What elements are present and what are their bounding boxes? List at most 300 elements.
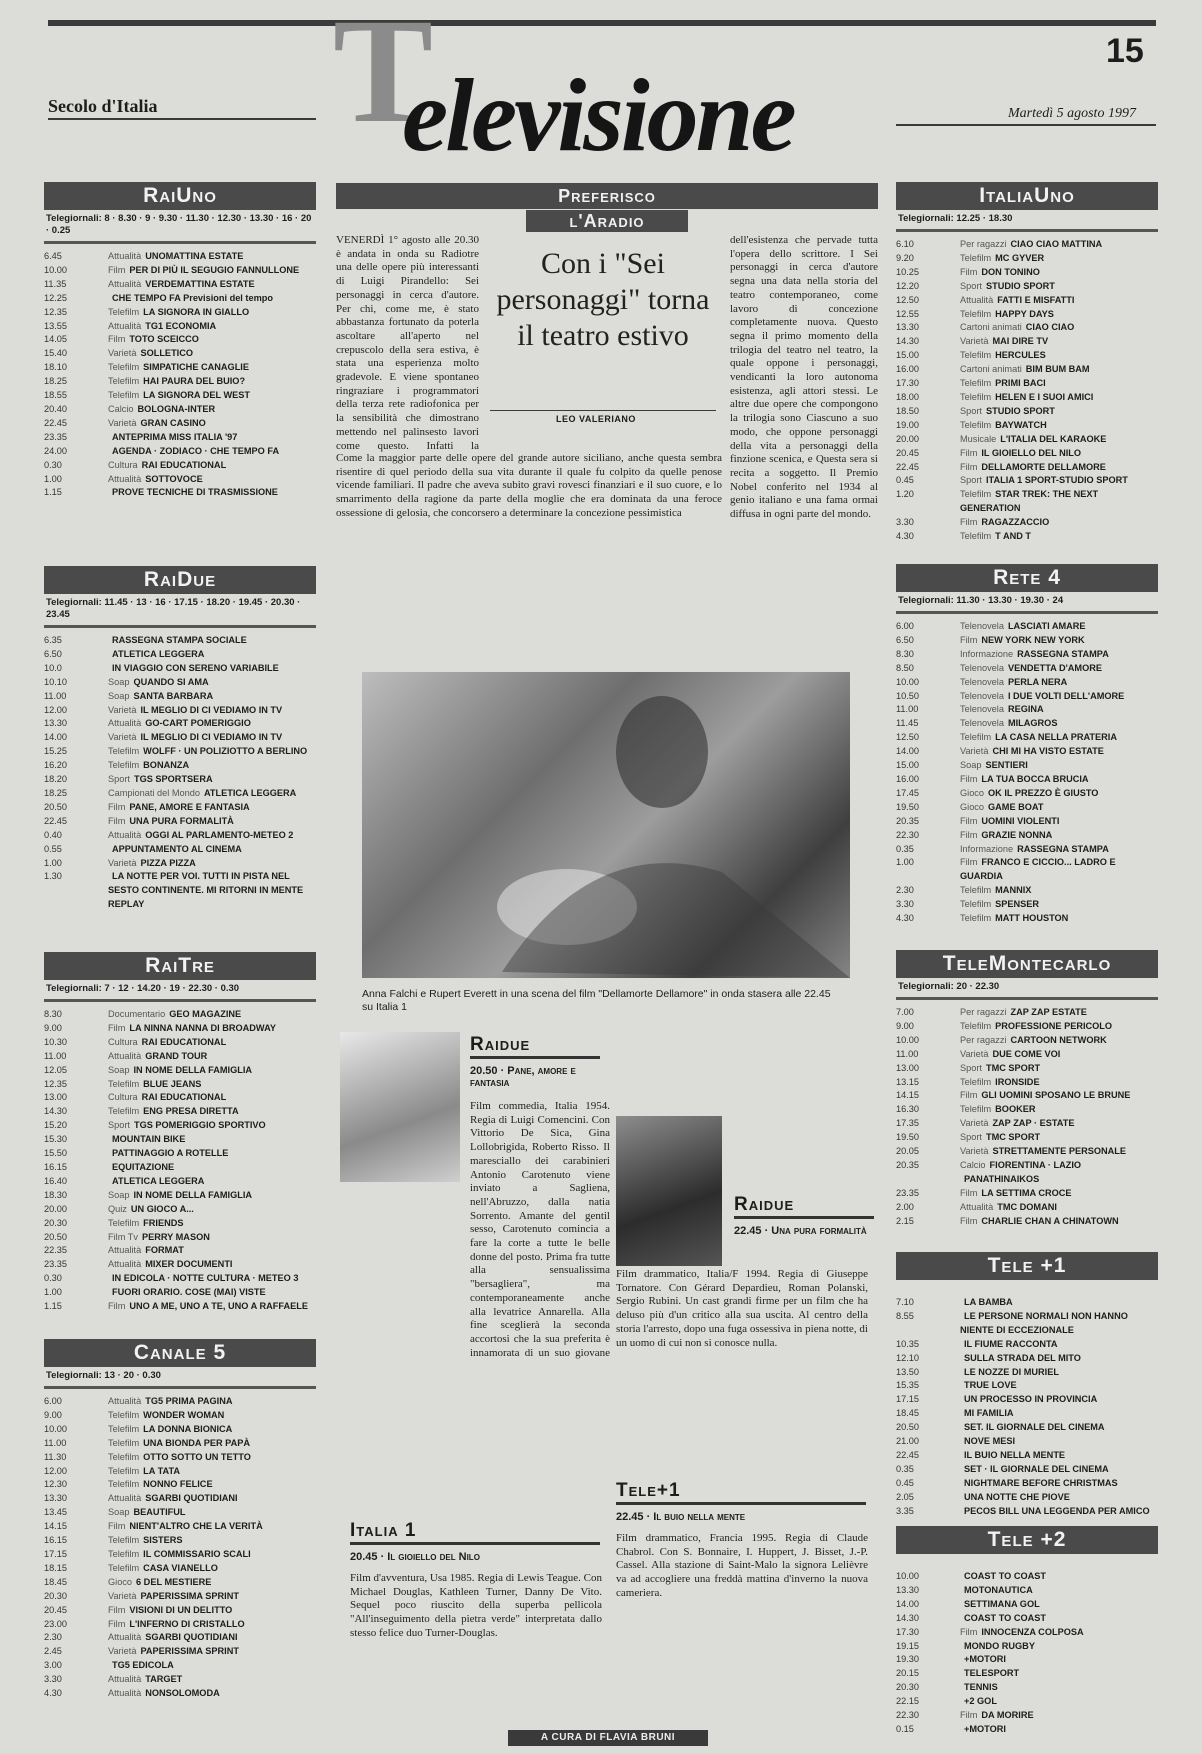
- schedule-genre: Per ragazzi: [960, 1007, 1007, 1017]
- schedule-title: ATLETICA LEGGERA: [112, 648, 205, 659]
- schedule-item: [44, 1272, 316, 1286]
- schedule-item: [44, 1286, 316, 1300]
- schedule-title: IN VIAGGIO CON SERENO VARIABILE: [112, 662, 279, 673]
- schedule-time: 10.00: [896, 676, 919, 687]
- schedule-body: [960, 662, 1102, 676]
- schedule-time: 11.45: [896, 718, 919, 729]
- schedule-genre: Cultura: [108, 1036, 138, 1047]
- schedule-time: 20.50: [44, 801, 67, 812]
- schedule-title: GLI UOMINI SPOSANO LE BRUNE: [981, 1090, 1131, 1101]
- schedule-item: [896, 856, 1158, 884]
- schedule-title: SGARBI QUOTIDIANI: [145, 1632, 238, 1643]
- schedule-time: 11.00: [896, 1048, 919, 1059]
- schedule-title: SOLLETICO: [140, 348, 194, 359]
- schedule-time: 16.30: [896, 1104, 919, 1115]
- schedule-time: 10.50: [896, 690, 919, 701]
- schedule-time: 13.30: [896, 1584, 919, 1595]
- schedule-genre: Telefilm: [108, 390, 140, 401]
- schedule-title: UNA PURA FORMALITÀ: [129, 815, 234, 826]
- schedule-title: UNA BIONDA PER PAPÀ: [143, 1437, 251, 1448]
- schedule-title: PIZZA PIZZA: [140, 857, 196, 868]
- schedule-title: LE PERSONE NORMALI NON HANNO NIENTE DI ECCEZIONALE: [960, 1310, 1128, 1335]
- schedule-time: 9.00: [44, 1022, 62, 1033]
- schedule-title: PECOS BILL UNA LEGGENDA PER AMICO: [964, 1505, 1150, 1516]
- schedule-item: [896, 447, 1158, 461]
- schedule-item: [44, 1409, 316, 1423]
- schedule-body: [960, 1612, 1046, 1626]
- schedule-item: [44, 1078, 316, 1092]
- schedule-time: 11.30: [44, 1451, 67, 1462]
- schedule-body: [960, 433, 1106, 447]
- schedule-body: [108, 1231, 210, 1245]
- schedule-genre: Attualità: [108, 473, 142, 484]
- schedule-title: TG1 ECONOMIA: [145, 320, 217, 331]
- schedule-genre: Telenovela: [960, 704, 1004, 715]
- review-channel: Tele+1: [616, 1480, 866, 1505]
- schedule-genre: Telefilm: [108, 1217, 140, 1228]
- schedule-time: 17.30: [896, 378, 919, 389]
- news-times: Telegiornali: 12.25 · 18.30: [896, 210, 1158, 232]
- schedule-time: 3.30: [896, 899, 914, 910]
- schedule-item: [896, 884, 1158, 898]
- schedule-item: [896, 1407, 1158, 1421]
- schedule-item: [44, 1175, 316, 1189]
- schedule-genre: Film: [960, 857, 978, 868]
- schedule-time: 23.35: [44, 431, 67, 442]
- schedule-item: [44, 1300, 316, 1314]
- schedule-body: [108, 857, 196, 871]
- schedule-item: [44, 1576, 316, 1590]
- schedule-time: 10.10: [44, 676, 67, 687]
- schedule-body: [960, 1201, 1057, 1215]
- schedule-body: [960, 759, 1028, 773]
- schedule-title: BLUE JEANS: [143, 1078, 202, 1089]
- schedule-time: 9.00: [896, 1020, 914, 1031]
- schedule-item: [44, 1022, 316, 1036]
- schedule-time: 20.35: [896, 1159, 919, 1170]
- schedule-body: [108, 250, 243, 264]
- schedule-title: 6 DEL MESTIERE: [136, 1576, 212, 1587]
- schedule-item: [44, 1147, 316, 1161]
- schedule-body: [960, 1463, 1109, 1477]
- schedule-item: [44, 1203, 316, 1217]
- schedule-time: 10.30: [44, 1036, 67, 1047]
- schedule-title: NEW YORK NEW YORK: [981, 634, 1085, 645]
- schedule-title: SGARBI QUOTIDIANI: [145, 1493, 238, 1504]
- schedule-item: [44, 829, 316, 843]
- schedule-title: VENDETTA D'AMORE: [1007, 662, 1102, 673]
- schedule-body: [960, 745, 1104, 759]
- schedule-body: [108, 690, 213, 704]
- schedule-time: 8.30: [896, 648, 914, 659]
- schedule-time: 23.00: [44, 1618, 67, 1629]
- channel-header: ItaliaUno: [896, 182, 1158, 210]
- schedule-title: L'ITALIA DEL KARAOKE: [1000, 433, 1107, 444]
- schedule-title: OTTO SOTTO UN TETTO: [143, 1451, 251, 1462]
- schedule-item: [896, 1020, 1158, 1034]
- schedule-genre: Varietà: [108, 417, 137, 428]
- schedule-item: [896, 1421, 1158, 1435]
- schedule-body: [960, 1117, 1074, 1131]
- schedule-body: [108, 1189, 252, 1203]
- schedule-time: 20.00: [44, 1203, 67, 1214]
- schedule-time: 11.35: [44, 278, 67, 289]
- schedule-time: 17.45: [896, 787, 919, 798]
- schedule-genre: Soap: [960, 760, 982, 771]
- review-subtitle: 20.45 · Il gioiello del Nilo: [350, 1551, 480, 1563]
- schedule-genre: Attualità: [108, 1493, 142, 1504]
- schedule-body: [960, 801, 1043, 815]
- schedule-item: [44, 731, 316, 745]
- channel-header: Rete 4: [896, 564, 1158, 592]
- schedule-title: TELESPORT: [964, 1668, 1020, 1679]
- schedule-body: [960, 349, 1046, 363]
- schedule-list: [896, 1296, 1158, 1519]
- schedule-body: [108, 1562, 218, 1576]
- schedule-body: [108, 445, 279, 459]
- schedule-genre: Varietà: [108, 1590, 137, 1601]
- schedule-time: 10.00: [896, 1034, 919, 1045]
- schedule-body: [960, 773, 1089, 787]
- schedule-body: [960, 530, 1031, 544]
- schedule-genre: Telenovela: [960, 690, 1004, 701]
- schedule-title: LA TATA: [143, 1465, 181, 1476]
- schedule-genre: Film: [960, 634, 978, 645]
- schedule-item: [44, 445, 316, 459]
- schedule-time: 13.15: [896, 1076, 919, 1087]
- schedule-title: PANATHINAIKOS: [964, 1173, 1040, 1184]
- schedule-title: IL MEGLIO DI CI VEDIAMO IN TV: [140, 732, 283, 743]
- schedule-body: [108, 1244, 184, 1258]
- schedule-title: DON TONINO: [981, 266, 1040, 277]
- schedule-genre: Telefilm: [960, 391, 992, 402]
- schedule-genre: Sport: [108, 774, 130, 785]
- schedule-time: 18.20: [44, 774, 67, 785]
- schedule-body: [108, 1036, 226, 1050]
- schedule-title: +MOTORI: [964, 1723, 1006, 1734]
- schedule-time: 15.35: [896, 1380, 919, 1391]
- schedule-title: IL FIUME RACCONTA: [964, 1338, 1058, 1349]
- schedule-body: [108, 1465, 180, 1479]
- newspaper-logo: Secolo d'Italia: [48, 96, 158, 116]
- schedule-title: BIM BUM BAM: [1025, 364, 1090, 375]
- schedule-genre: Attualità: [108, 1259, 142, 1270]
- schedule-genre: Soap: [108, 690, 130, 701]
- schedule-body: [108, 1423, 232, 1437]
- schedule-genre: Sport: [960, 475, 982, 486]
- schedule-item: [44, 417, 316, 431]
- schedule-list: [896, 1006, 1158, 1229]
- schedule-genre: Attualità: [108, 320, 142, 331]
- schedule-genre: Calcio: [108, 403, 134, 414]
- schedule-body: [960, 1653, 1006, 1667]
- schedule-item: [896, 1667, 1158, 1681]
- schedule-title: GO-CART POMERIGGIO: [145, 718, 251, 729]
- schedule-title: SISTERS: [143, 1535, 183, 1546]
- schedule-time: 17.15: [44, 1548, 67, 1559]
- schedule-body: [108, 815, 234, 829]
- schedule-item: [44, 1478, 316, 1492]
- schedule-time: 19.50: [896, 801, 919, 812]
- schedule-body: [108, 1576, 211, 1590]
- schedule-body: [960, 1173, 1039, 1187]
- schedule-body: [108, 320, 216, 334]
- schedule-title: GRAN CASINO: [140, 417, 206, 428]
- schedule-item: [896, 1505, 1158, 1519]
- schedule-time: 15.25: [44, 746, 67, 757]
- schedule-body: [108, 676, 209, 690]
- schedule-body: [960, 815, 1059, 829]
- schedule-item: [44, 1105, 316, 1119]
- schedule-title: WOLFF · UN POLIZIOTTO A BERLINO: [143, 746, 308, 757]
- schedule-item: [896, 1709, 1158, 1723]
- schedule-body: [108, 1478, 213, 1492]
- schedule-time: 18.10: [44, 362, 67, 373]
- schedule-time: 8.50: [896, 662, 914, 673]
- schedule-title: AGENDA · ZODIACO · CHE TEMPO FA: [112, 445, 280, 456]
- schedule-item: [896, 759, 1158, 773]
- review-italia1: [350, 1520, 600, 1563]
- schedule-time: 1.00: [44, 1287, 62, 1298]
- schedule-time: 14.30: [44, 1106, 67, 1117]
- schedule-body: [960, 1310, 1158, 1338]
- schedule-time: 20.15: [896, 1668, 919, 1679]
- author-rule: [490, 410, 716, 411]
- schedule-genre: Attualità: [108, 1674, 142, 1685]
- issue-date: Martedì 5 agosto 1997: [1008, 106, 1136, 121]
- schedule-title: PATTINAGGIO A ROTELLE: [112, 1148, 229, 1159]
- schedule-item: [44, 1133, 316, 1147]
- schedule-genre: Telefilm: [108, 1423, 140, 1434]
- schedule-body: [108, 1286, 266, 1300]
- schedule-body: [960, 1131, 1040, 1145]
- schedule-time: 19.50: [896, 1132, 919, 1143]
- page-number: 15: [1106, 32, 1144, 70]
- schedule-item: [44, 1631, 316, 1645]
- schedule-body: [960, 1338, 1058, 1352]
- schedule-title: TOTO SCEICCO: [129, 334, 199, 345]
- schedule-item: [896, 1159, 1158, 1173]
- schedule-body: [960, 461, 1106, 475]
- feature-col2: Come la maggior parte delle opere del grande autore siciliano, anche questa sembra risentire di quel periodo della sua vita durante il quale fu colpito da quelle penose vicende familiari. Il padre che aveva subito gravi rovesci finanziari e il suo cuore, e lo smarrimento della ragione da parte della moglie che era dominata da una feroce ossessione di gelosia, che concorsero a determinare la concezione pessimistica: [336, 452, 722, 519]
- schedule-body: [108, 292, 273, 306]
- schedule-item: [896, 1379, 1158, 1393]
- schedule-body: [960, 405, 1055, 419]
- schedule-title: LA SIGNORA DEL WEST: [143, 390, 251, 401]
- schedule-genre: Telefilm: [108, 306, 140, 317]
- schedule-body: [108, 1687, 220, 1701]
- schedule-genre: Film: [960, 517, 978, 528]
- schedule-time: 0.15: [896, 1723, 914, 1734]
- schedule-genre: Film: [960, 773, 978, 784]
- schedule-item: [44, 773, 316, 787]
- schedule-time: 12.35: [44, 306, 67, 317]
- schedule-title: BONANZA: [143, 760, 190, 771]
- schedule-item: [44, 1562, 316, 1576]
- schedule-body: [960, 1491, 1070, 1505]
- schedule-title: NONSOLOMODA: [145, 1688, 220, 1699]
- schedule-item: [44, 843, 316, 857]
- schedule-item: [44, 1091, 316, 1105]
- schedule-body: [108, 787, 296, 801]
- schedule-title: CIAO CIAO: [1025, 322, 1075, 333]
- schedule-genre: Attualità: [960, 1201, 994, 1212]
- schedule-item: [44, 292, 316, 306]
- schedule-genre: Cultura: [108, 459, 138, 470]
- schedule-item: [896, 1062, 1158, 1076]
- schedule-item: [896, 1103, 1158, 1117]
- schedule-body: [960, 1435, 1015, 1449]
- schedule-body: [108, 1091, 226, 1105]
- schedule-genre: Telefilm: [108, 1437, 140, 1448]
- schedule-title: STRETTAMENTE PERSONALE: [992, 1146, 1127, 1157]
- schedule-body: [960, 294, 1074, 308]
- schedule-title: UN PROCESSO IN PROVINCIA: [964, 1394, 1098, 1405]
- schedule-item: [44, 1231, 316, 1245]
- schedule-time: 10.00: [44, 1423, 67, 1434]
- schedule-genre: Gioco: [960, 801, 985, 812]
- schedule-body: [960, 1296, 1013, 1310]
- schedule-item: [896, 1048, 1158, 1062]
- schedule-item: [44, 676, 316, 690]
- schedule-body: [108, 662, 279, 676]
- schedule-body: [960, 690, 1124, 704]
- schedule-title: TG5 PRIMA PAGINA: [145, 1396, 233, 1406]
- schedule-title: UNA NOTTE CHE PIOVE: [964, 1491, 1070, 1502]
- schedule-time: 21.00: [896, 1436, 919, 1447]
- schedule-body: [960, 1393, 1097, 1407]
- schedule-title: UN GIOCO A...: [130, 1203, 194, 1214]
- schedule-body: [960, 1449, 1065, 1463]
- schedule-body: [108, 1272, 298, 1286]
- schedule-item: [44, 1161, 316, 1175]
- logo-rule: [48, 118, 316, 120]
- schedule-body: [108, 773, 213, 787]
- schedule-time: 24.00: [44, 445, 67, 456]
- schedule-title: PERLA NERA: [1007, 676, 1068, 687]
- schedule-time: 14.30: [896, 336, 919, 347]
- schedule-body: [108, 1175, 204, 1189]
- schedule-title: TARGET: [145, 1674, 183, 1685]
- banner-subtitle: l'Aradio: [569, 211, 645, 231]
- schedule-time: 0.45: [896, 475, 914, 486]
- schedule-item: [896, 662, 1158, 676]
- schedule-item: [896, 801, 1158, 815]
- schedule-genre: Telefilm: [960, 308, 992, 319]
- schedule-title: OGGI AL PARLAMENTO-METEO 2: [145, 829, 294, 840]
- schedule-item: [44, 1618, 316, 1632]
- schedule-genre: Telefilm: [960, 378, 992, 389]
- schedule-body: [960, 787, 1098, 801]
- schedule-item: [896, 1076, 1158, 1090]
- schedule-genre: Sport: [960, 280, 982, 291]
- schedule-time: 1.20: [896, 489, 914, 500]
- schedule-title: IN NOME DELLA FAMIGLIA: [133, 1064, 253, 1075]
- schedule-body: [108, 704, 282, 718]
- schedule-genre: Film: [960, 461, 978, 472]
- schedule-body: [960, 1352, 1081, 1366]
- schedule-item: [44, 1189, 316, 1203]
- schedule-item: [44, 333, 316, 347]
- schedule-genre: Telenovela: [960, 718, 1004, 729]
- schedule-time: 14.05: [44, 334, 67, 345]
- schedule-title: MC GYVER: [995, 252, 1045, 263]
- schedule-genre: Soap: [108, 1064, 130, 1075]
- schedule-genre: Per ragazzi: [960, 239, 1007, 249]
- schedule-genre: Film: [108, 1521, 126, 1532]
- schedule-time: 0.55: [44, 843, 62, 854]
- schedule-item: [896, 1584, 1158, 1598]
- schedule-genre: Attualità: [108, 718, 142, 729]
- schedule-item: [44, 375, 316, 389]
- schedule-body: [108, 486, 278, 500]
- schedule-body: [108, 1395, 233, 1409]
- schedule-item: [44, 431, 316, 445]
- schedule-time: 4.30: [896, 913, 914, 924]
- schedule-time: 0.30: [44, 1273, 62, 1284]
- schedule-genre: Film: [960, 266, 978, 277]
- schedule-body: [108, 745, 307, 759]
- schedule-body: [960, 829, 1052, 843]
- channel-rete4: [896, 564, 1158, 926]
- schedule-title: IRONSIDE: [995, 1076, 1040, 1087]
- schedule-item: [44, 704, 316, 718]
- schedule-title: GRAND TOUR: [145, 1050, 208, 1061]
- feature-banner: [336, 183, 878, 209]
- schedule-list: [44, 1008, 316, 1314]
- schedule-item: [896, 294, 1158, 308]
- schedule-genre: Telenovela: [960, 676, 1004, 687]
- schedule-title: FATTI E MISFATTI: [997, 294, 1075, 305]
- channel-tele2: [896, 1526, 1158, 1737]
- schedule-item: [44, 1645, 316, 1659]
- schedule-genre: Film: [108, 1604, 126, 1615]
- feature-col1: VENERDÌ 1° agosto alle 20.30 è andata in onda su Radiotre una delle opere più interessanti di Luigi Pirandello: Sei personaggi in cerca d'autore. Per chi, come me, è stato abbastanza fortunato da poterla ascoltare all'aperto nel crepuscolo della sera estiva, è stata una esperienza molto gradevole. E viene spontaneo ringraziare i programmatori della terza rete radiofonica per la sensibilità che dimostrano mettendo nel palinsesto lavori come questo. Infatti la: [336, 234, 479, 452]
- schedule-time: 17.35: [896, 1118, 919, 1129]
- schedule-title: LA CASA NELLA PRATERIA: [995, 732, 1117, 743]
- schedule-item: [896, 488, 1158, 516]
- schedule-time: 6.50: [896, 634, 914, 645]
- schedule-title: STAR TREK: THE NEXT GENERATION: [960, 489, 1099, 514]
- schedule-body: [108, 648, 204, 662]
- schedule-title: LA DONNA BIONICA: [143, 1423, 233, 1434]
- schedule-body: [960, 648, 1109, 662]
- news-times: Telegiornali: 20 · 22.30: [896, 978, 1158, 1000]
- schedule-item: [44, 403, 316, 417]
- schedule-genre: Telefilm: [108, 1535, 140, 1546]
- schedule-body: [960, 1076, 1040, 1090]
- schedule-time: 23.35: [896, 1187, 919, 1198]
- schedule-body: [108, 1258, 232, 1272]
- schedule-title: CIAO CIAO MATTINA: [1010, 239, 1103, 249]
- schedule-genre: Attualità: [108, 1688, 142, 1699]
- schedule-body: [108, 431, 237, 445]
- schedule-genre: Film: [960, 829, 978, 840]
- schedule-time: 12.50: [896, 294, 919, 305]
- schedule-genre: Telefilm: [960, 732, 992, 743]
- schedule-time: 19.30: [896, 1654, 919, 1665]
- schedule-item: [896, 1393, 1158, 1407]
- schedule-time: 15.20: [44, 1120, 67, 1131]
- channel-header: Canale 5: [44, 1339, 316, 1367]
- news-times: Telegiornali: 8 · 8.30 · 9 · 9.30 · 11.30 · 12.30 · 13.30 · 16 · 20 · 0.25: [44, 210, 316, 244]
- schedule-body: [108, 1631, 238, 1645]
- schedule-body: [960, 1709, 1034, 1723]
- schedule-time: 20.30: [44, 1217, 67, 1228]
- schedule-title: IL BUIO NELLA MENTE: [964, 1449, 1066, 1460]
- schedule-genre: Per ragazzi: [960, 1034, 1007, 1045]
- schedule-body: [960, 308, 1054, 322]
